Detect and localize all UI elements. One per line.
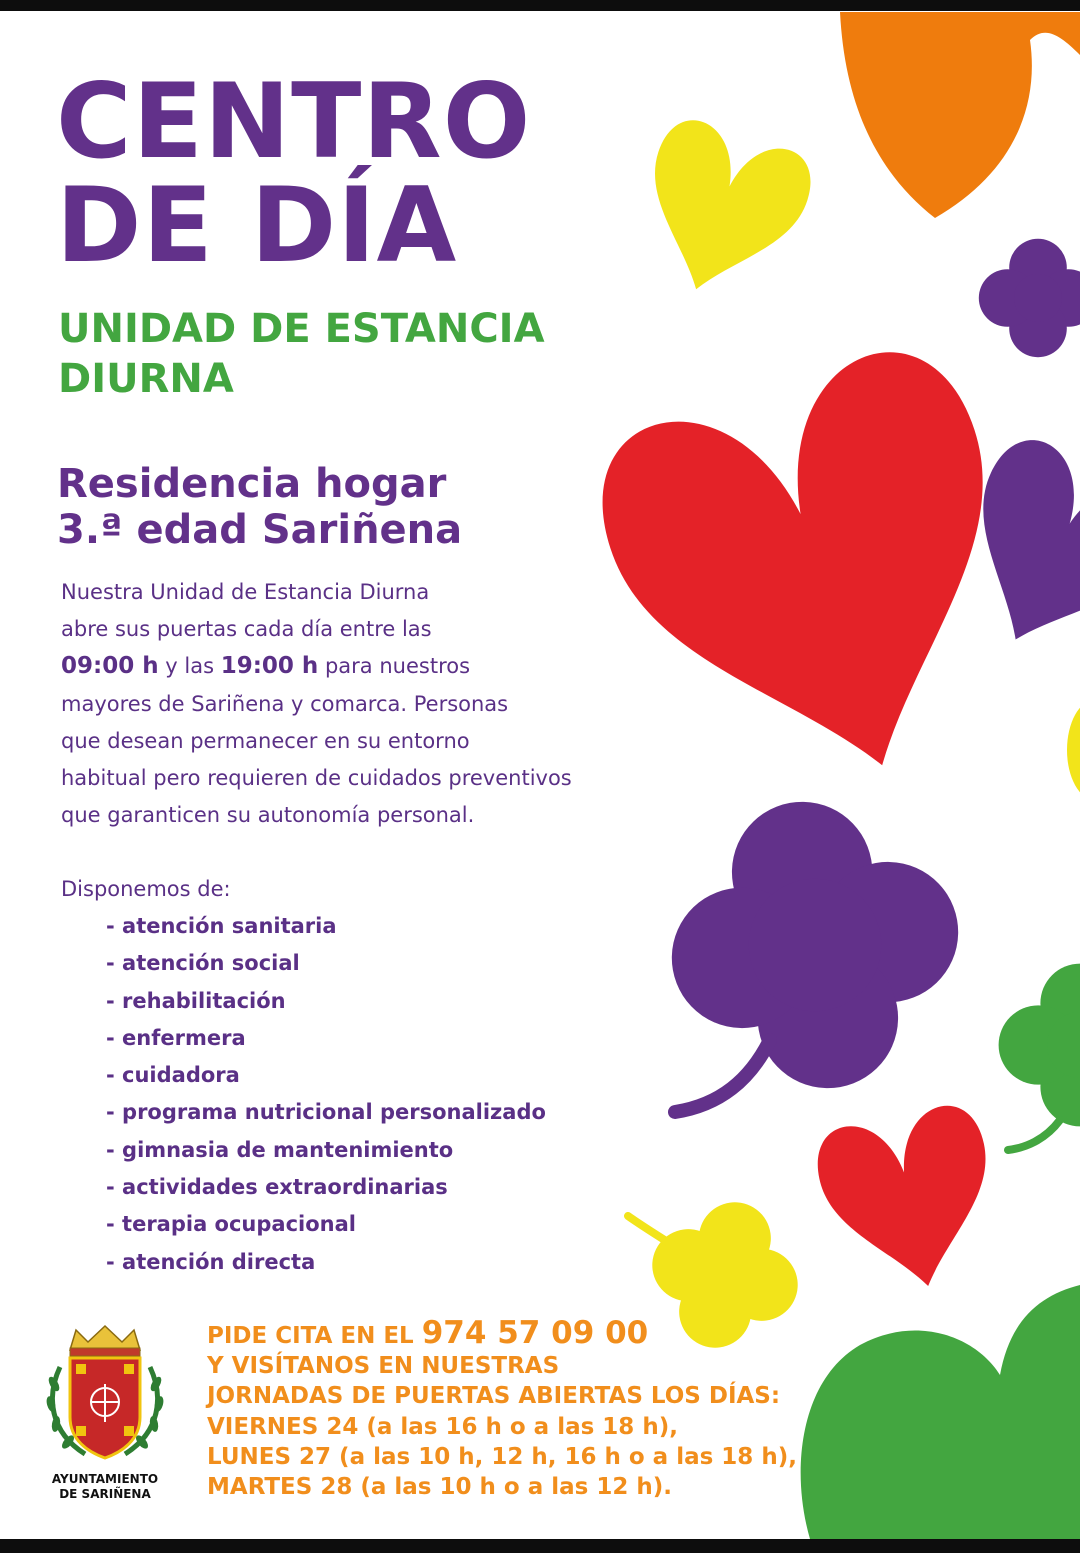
contact-prefix: PIDE CITA EN EL [207, 1323, 422, 1349]
closing-time: 19:00 h [220, 653, 319, 680]
bottom-border [0, 1539, 1080, 1553]
intro-line-4: mayores de Sariñena y comarca. Personas [61, 691, 509, 716]
intro-line-3-end: para nuestros [318, 654, 471, 679]
residence-line-1: Residencia hogar [57, 461, 447, 507]
list-item: - rehabilitación [106, 983, 546, 1020]
contact-line-2: Y VISÍTANOS EN NUESTRAS [207, 1353, 560, 1380]
red-heart-small-icon [810, 1099, 1011, 1303]
contact-block [207, 1315, 797, 1502]
open-day-tuesday: MARTES 28 (a las 10 h o a las 12 h). [207, 1474, 672, 1501]
intro-line-7: que garanticen su autonomía personal. [61, 803, 475, 828]
red-heart-icon [578, 332, 1064, 825]
list-item: - gimnasia de mantenimiento [106, 1132, 546, 1169]
subtitle-line-1: UNIDAD DE ESTANCIA [58, 306, 545, 352]
title-line-2: DE DÍA [56, 166, 458, 286]
open-day-monday: LUNES 27 (a las 10 h, 12 h, 16 h o a las 18 h), [207, 1443, 797, 1470]
list-item: - programa nutricional personalizado [106, 1094, 546, 1131]
residence-line-2: 3.ª edad Sariñena [57, 507, 463, 553]
purple-clover-small-icon [979, 239, 1080, 357]
intro-paragraph [61, 574, 572, 834]
subtitle [58, 304, 545, 404]
logo-label [40, 1472, 170, 1502]
purple-clover-icon [648, 778, 982, 1112]
coat-of-arms-icon [40, 1322, 170, 1472]
list-item: - terapia ocupacional [106, 1206, 546, 1243]
list-item: - atención directa [106, 1244, 546, 1281]
intro-line-3-mid: y las [158, 654, 221, 679]
municipality-logo [40, 1322, 170, 1502]
orange-heart-icon [840, 12, 1080, 218]
phone-number: 974 57 09 00 [421, 1315, 649, 1351]
contact-line-1 [207, 1315, 797, 1351]
list-item: - actividades extraordinarias [106, 1169, 546, 1206]
logo-label-line-1: AYUNTAMIENTO [51, 1472, 159, 1486]
contact-line-3: JORNADAS DE PUERTAS ABIERTAS LOS DÍAS: [207, 1383, 781, 1410]
intro-line-3 [61, 648, 572, 685]
logo-label-line-2: DE SARIÑENA [59, 1487, 151, 1501]
yellow-shape-icon [1067, 700, 1080, 800]
list-item: - cuidadora [106, 1057, 546, 1094]
yellow-heart-icon [622, 112, 821, 314]
open-day-friday: VIERNES 24 (a las 16 h o a las 18 h), [207, 1413, 678, 1440]
purple-clover-stem-icon [675, 1040, 770, 1112]
green-heart-icon [801, 1285, 1080, 1539]
list-item: - atención sanitaria [106, 908, 546, 945]
intro-line-5: que desean permanecer en su entorno [61, 728, 470, 753]
opening-time: 09:00 h [61, 653, 159, 680]
intro-line-2: abre sus puertas cada día entre las [61, 617, 432, 642]
subtitle-line-2: DIURNA [58, 356, 234, 402]
services-list [106, 908, 546, 1281]
residence-heading [57, 461, 462, 553]
green-clover-icon [999, 964, 1080, 1127]
page-title [56, 62, 532, 286]
services-heading: Disponemos de: [61, 877, 231, 901]
intro-line-1: Nuestra Unidad de Estancia Diurna [61, 580, 430, 604]
list-item: - enfermera [106, 1020, 546, 1057]
title-line-1: CENTRO [56, 62, 532, 182]
list-item: - atención social [106, 945, 546, 982]
intro-line-6: habitual pero requieren de cuidados preventivos [61, 766, 572, 791]
green-clover-stem-icon [1008, 1120, 1060, 1150]
